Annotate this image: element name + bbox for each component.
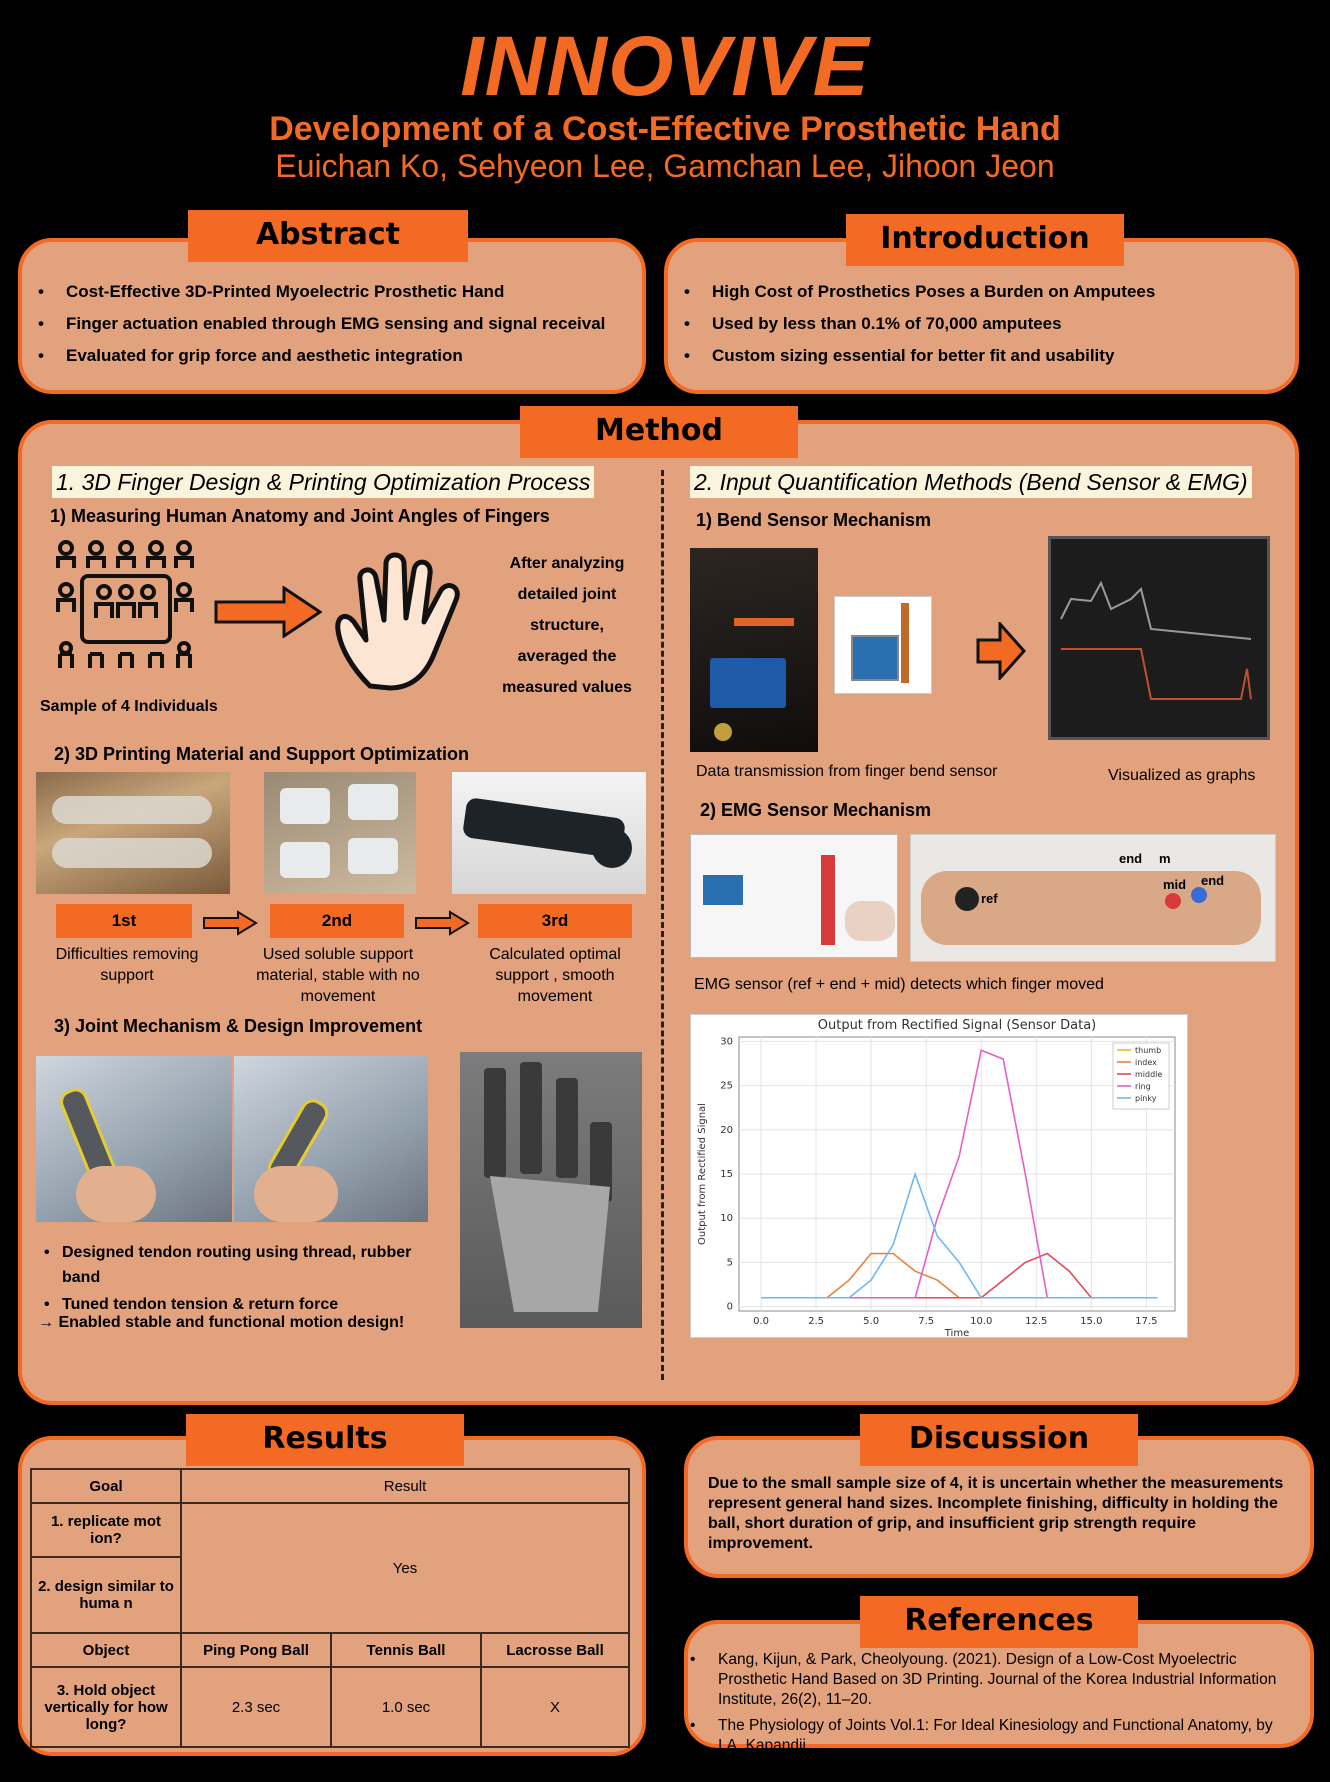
first-print-photo (36, 772, 230, 894)
joint-bullet: • Tuned tendon tension & return force (28, 1296, 448, 1314)
joint-photo-1 (36, 1056, 232, 1222)
abstract-item: • Evaluated for grip force and aesthetic integration (22, 346, 642, 366)
object-lacrosse: Lacrosse Ball (481, 1633, 629, 1667)
y-tick-label: 25 (720, 1080, 733, 1092)
y-tick-label: 20 (720, 1124, 733, 1136)
bend-circuit-diagram (834, 596, 932, 694)
joint-conclusion: → Enabled stable and functional motion design! (38, 1314, 405, 1331)
abstract-item: • Finger actuation enabled through EMG sensing and signal receival (22, 314, 642, 334)
joint-bullet: • Designed tendon routing using thread, rubber band (28, 1240, 448, 1290)
bend-glove-photo (690, 548, 818, 752)
time-tennis: 1.0 sec (331, 1667, 481, 1747)
x-tick-label: 2.5 (808, 1316, 825, 1327)
x-tick-label: 0.0 (753, 1316, 769, 1327)
chart-svg (691, 1015, 1189, 1339)
time-ping-pong: 2.3 sec (181, 1667, 331, 1747)
goal-1: 1. replicate mot ion? (31, 1503, 181, 1557)
arm-label: end (1119, 851, 1143, 866)
step1-title: 1) Measuring Human Anatomy and Joint Angles of Fingers (50, 506, 550, 526)
x-axis-label: Time (944, 1328, 970, 1339)
stage-tag-3rd: 3rd (478, 904, 632, 938)
emg-output-chart (690, 1014, 1188, 1338)
poster-subtitle: Development of a Cost-Effective Prosthetic Hand (269, 110, 1061, 148)
results-heading: Results (186, 1414, 464, 1466)
y-tick-label: 0 (726, 1301, 733, 1313)
references-heading: References (860, 1596, 1138, 1648)
result-yes: Yes (181, 1503, 629, 1633)
time-lacrosse: X (481, 1667, 629, 1747)
method-heading: Method (520, 406, 798, 458)
legend-label-ring: ring (1135, 1082, 1151, 1091)
printed-hand-photo (460, 1052, 642, 1328)
stage-tag-1st: 1st (56, 904, 192, 938)
arm-label: mid (1163, 877, 1187, 892)
legend-label-thumb: thumb (1135, 1046, 1162, 1055)
emg-circuit-photo (690, 834, 898, 958)
analysis-text: After analyzing detailed joint structure, averaged the measured values (502, 555, 632, 696)
x-tick-label: 12.5 (1025, 1316, 1048, 1327)
right-subsection-title: 2. Input Quantification Methods (Bend Sensor & EMG) (690, 466, 1252, 498)
sample-caption: Sample of 4 Individuals (40, 698, 218, 715)
stage-caption-3rd: Calculated optimal support , smooth movement (489, 946, 621, 1005)
arm-label: end (1201, 873, 1225, 888)
result-header: Result (181, 1469, 629, 1503)
graph-caption: Visualized as graphs (1108, 767, 1256, 784)
introduction-item: • High Cost of Prosthetics Poses a Burden on Amputees (668, 282, 1288, 302)
method-divider (661, 470, 664, 1380)
arm-label: ref (981, 891, 998, 906)
poster-authors: Euichan Ko, Sehyeon Lee, Gamchan Lee, Jihoon Jeon (275, 148, 1055, 184)
y-axis-label: Output from Rectified Signal (697, 1103, 708, 1245)
x-tick-label: 10.0 (970, 1316, 993, 1327)
bend-graph-screenshot (1048, 536, 1270, 740)
right-arrow-icon (976, 622, 1026, 685)
results-table (30, 1468, 630, 1748)
y-tick-label: 30 (720, 1036, 733, 1048)
stage-caption-1st: Difficulties removing support (55, 946, 199, 984)
emg-arm-photo (910, 834, 1276, 962)
legend-label-pinky: pinky (1135, 1094, 1157, 1103)
discussion-text: Due to the small sample size of 4, it is uncertain whether the measurements represent general hand sizes. Incomplete finishing, difficulty in holding the ball, short duration of grip, and insufficient grip strength require improvement. (708, 1475, 1284, 1552)
x-tick-label: 7.5 (918, 1316, 935, 1327)
right-arrow-icon (214, 586, 322, 643)
poster-title: INNOVIVE (460, 19, 870, 113)
left-subsection-title: 1. 3D Finger Design & Printing Optimization Process (52, 466, 594, 498)
y-tick-label: 10 (720, 1213, 733, 1225)
emg-sensor-title: 2) EMG Sensor Mechanism (700, 800, 932, 820)
bend-sensor-title: 1) Bend Sensor Mechanism (696, 510, 932, 530)
object-ping-pong: Ping Pong Ball (181, 1633, 331, 1667)
stage-tag-2nd: 2nd (270, 904, 404, 938)
arm-label: m (1159, 851, 1171, 866)
introduction-heading: Introduction (846, 214, 1124, 266)
second-print-photo (264, 772, 416, 894)
right-arrow-icon (202, 910, 258, 941)
object-tennis: Tennis Ball (331, 1633, 481, 1667)
reference-item: • The Physiology of Joints Vol.1: For Ideal Kinesiology and Functional Anatomy, by I.A. Kapandji (674, 1716, 1294, 1756)
introduction-item: • Custom sizing essential for better fit and usability (668, 346, 1288, 366)
bend-caption: Data transmission from finger bend sensor (696, 763, 998, 780)
goal-2: 2. design similar to huma n (31, 1557, 181, 1633)
y-tick-label: 5 (726, 1257, 733, 1269)
third-print-photo (452, 772, 646, 894)
right-arrow-icon (414, 910, 470, 941)
open-hand-icon (330, 546, 480, 701)
y-tick-label: 15 (720, 1169, 733, 1180)
x-tick-label: 5.0 (863, 1316, 880, 1327)
step3-title: 3) Joint Mechanism & Design Improvement (54, 1016, 423, 1036)
abstract-heading: Abstract (188, 210, 468, 262)
stage-caption-2nd: Used soluble support material, stable with no movement (256, 946, 420, 1005)
joint-photo-2 (234, 1056, 428, 1222)
emg-caption: EMG sensor (ref + end + mid) detects which finger moved (694, 976, 1104, 993)
abstract-item: • Cost-Effective 3D-Printed Myoelectric Prosthetic Hand (22, 282, 642, 302)
goal-header: Goal (31, 1469, 181, 1503)
people-grid-icon (52, 538, 198, 678)
introduction-item: • Used by less than 0.1% of 70,000 amputees (668, 314, 1288, 334)
discussion-heading: Discussion (860, 1414, 1138, 1466)
object-header: Object (31, 1633, 181, 1667)
step2-title: 2) 3D Printing Material and Support Optimization (54, 744, 470, 764)
legend-label-index: index (1135, 1058, 1157, 1067)
x-tick-label: 15.0 (1080, 1316, 1103, 1327)
x-tick-label: 17.5 (1135, 1316, 1158, 1327)
chart-title: Output from Rectified Signal (Sensor Data) (817, 1018, 1097, 1033)
reference-item: • Kang, Kijun, & Park, Cheolyoung. (2021). Design of a Low-Cost Myoelectric Prosthetic Hand Based on 3D Printing. Journal of the Korea Industrial Information Institute, 26(2), 11–20. (674, 1650, 1294, 1710)
legend-label-middle: middle (1135, 1070, 1163, 1079)
goal-3: 3. Hold object vertically for how long? (31, 1667, 181, 1747)
